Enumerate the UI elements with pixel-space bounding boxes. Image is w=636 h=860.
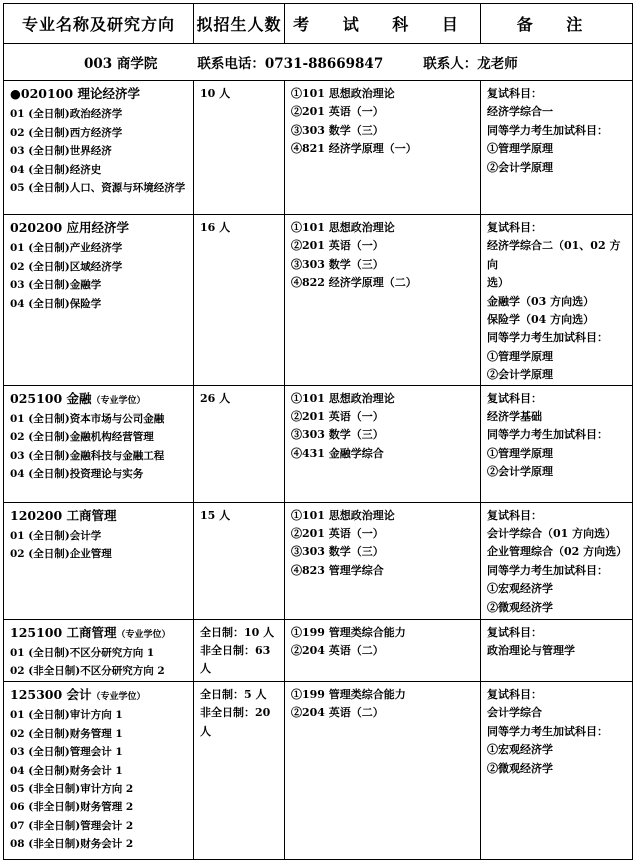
major-cell (4, 502, 194, 619)
exam-subject: ②204 英语（二） (291, 706, 384, 720)
exams-cell (285, 502, 481, 619)
notes-cell (481, 215, 633, 386)
direction-item: 08 (非全日制)财务会计 2 (10, 838, 134, 851)
direction-item: 04 (全日制)投资理论与实务 (10, 468, 144, 481)
college-info (4, 52, 632, 72)
note-line: 同等学力考生加试科目： (487, 331, 608, 345)
quota-value: 非全日制：20 人 (200, 706, 271, 738)
exam-subject: ①101 思想政治理论 (291, 87, 395, 100)
program-row (4, 619, 633, 681)
note-line: ①管理学原理 (487, 446, 553, 460)
major-heading (10, 390, 187, 410)
quota-cell (194, 681, 285, 859)
direction-item: 05 (全日制)人口、资源与环境经济学 (10, 182, 186, 195)
note-line: ①宏观经济学 (487, 743, 553, 757)
major-heading (10, 219, 187, 239)
program-row (4, 385, 633, 502)
exam-subject: ③303 数学（三） (291, 123, 384, 137)
note-line: ②微观经济学 (487, 600, 553, 614)
quota-cell (194, 619, 285, 681)
college-phone: 联系电话：0731-88669847 (197, 56, 384, 72)
quota-value: 26 人 (200, 391, 231, 405)
exam-subject: ②201 英语（一） (291, 410, 384, 424)
note-line: 企业管理综合（02 方向选） (487, 545, 628, 559)
note-line: 经济学综合二（01、02 方向 (487, 239, 621, 271)
direction-item: 02 (全日制)财务管理 1 (10, 727, 123, 740)
note-line: ②会计学原理 (487, 465, 553, 479)
direction-item: 03 (全日制)管理会计 1 (10, 746, 123, 759)
direction-item: 04 (全日制)财务会计 1 (10, 764, 123, 777)
exams-cell (285, 81, 481, 215)
direction-item: 01 (全日制)政治经济学 (10, 108, 123, 121)
note-line: 同等学力考生加试科目： (487, 563, 608, 577)
exam-subject: ②201 英语（一） (291, 105, 384, 119)
major-title: 125300 会计 (10, 686, 92, 702)
note-line: 复试科目： (487, 221, 542, 234)
note-line: 政治理论与管理学 (487, 644, 575, 658)
note-line: 会计学综合 (487, 706, 542, 720)
notes-cell (481, 81, 633, 215)
exam-subject: ④822 经济学原理（二） (291, 276, 417, 290)
major-title: 125100 工商管理 (10, 624, 117, 640)
quota-cell (194, 385, 285, 502)
admissions-table (3, 3, 633, 860)
exam-subject: ③303 数学（三） (291, 428, 384, 442)
direction-item: 04 (全日制)保险学 (10, 297, 102, 310)
note-line: 金融学（03 方向选） (487, 294, 595, 308)
exam-subject: ②204 英语（二） (291, 644, 384, 658)
exam-subject: ④821 经济学原理（一） (291, 142, 417, 156)
college-name: 003 商学院 (84, 56, 158, 72)
direction-item: 03 (全日制)金融学 (10, 279, 102, 292)
direction-item: 03 (全日制)金融科技与金融工程 (10, 449, 165, 462)
note-line: 复试科目： (487, 687, 542, 701)
quota-value: 非全日制：63 人 (200, 644, 271, 676)
exam-subject: ③303 数学（三） (291, 545, 384, 559)
direction-item: 01 (全日制)不区分研究方向 1 (10, 647, 155, 660)
note-line: 复试科目： (487, 391, 542, 405)
exams-cell (285, 619, 481, 681)
exam-subject: ①101 思想政治理论 (291, 508, 395, 522)
direction-item: 02 (非全日制)不区分研究方向 2 (10, 665, 165, 678)
major-cell (4, 81, 194, 215)
header-row (4, 4, 633, 44)
major-heading (10, 85, 187, 105)
major-title: 025100 金融 (10, 390, 92, 406)
direction-item: 01 (全日制)资本市场与公司金融 (10, 413, 165, 426)
header-notes: 备 注 (481, 4, 633, 44)
direction-item: 01 (全日制)产业经济学 (10, 242, 123, 255)
direction-item: 01 (全日制)审计方向 1 (10, 709, 123, 722)
note-line: 经济学综合一 (487, 105, 553, 119)
major-heading (10, 624, 187, 644)
note-line: 同等学力考生加试科目： (487, 724, 608, 738)
note-line: 复试科目： (487, 625, 542, 639)
program-row (4, 502, 633, 619)
direction-item: 03 (全日制)世界经济 (10, 145, 112, 158)
exam-subject: ①101 思想政治理论 (291, 391, 395, 405)
degree-tag: （专业学位） (91, 691, 146, 702)
note-line: 同等学力考生加试科目： (487, 123, 608, 137)
major-cell (4, 619, 194, 681)
exam-subject: ①199 管理类综合能力 (291, 687, 406, 701)
quota-cell (194, 81, 285, 215)
note-line: 同等学力考生加试科目： (487, 428, 608, 442)
direction-item: 04 (全日制)经济史 (10, 163, 102, 176)
notes-cell (481, 385, 633, 502)
note-line: 复试科目： (487, 508, 542, 522)
program-rows (4, 81, 633, 860)
degree-tag: （专业学位） (91, 395, 146, 406)
quota-value: 15 人 (200, 508, 231, 522)
direction-item: 02 (全日制)区域经济学 (10, 260, 123, 273)
exams-cell (285, 215, 481, 386)
major-title: 020200 应用经济学 (10, 220, 130, 235)
note-line: ①宏观经济学 (487, 582, 553, 596)
exam-subject: ①199 管理类综合能力 (291, 625, 406, 639)
exam-subject: ④823 管理学综合 (291, 563, 384, 577)
direction-item: 02 (全日制)西方经济学 (10, 126, 123, 139)
direction-item: 02 (全日制)企业管理 (10, 548, 112, 561)
note-line: ①管理学原理 (487, 142, 553, 156)
program-row (4, 81, 633, 215)
major-title: 120200 工商管理 (10, 507, 117, 523)
program-row (4, 681, 633, 859)
direction-item: 05 (非全日制)审计方向 2 (10, 782, 134, 795)
notes-cell (481, 681, 633, 859)
header-exams: 考 试 科 目 (285, 4, 481, 44)
degree-tag: （专业学位） (116, 629, 171, 640)
college-row (4, 44, 633, 81)
header-major: 专业名称及研究方向 (4, 4, 194, 44)
note-line: 选） (487, 276, 509, 290)
note-line: ②会计学原理 (487, 368, 553, 382)
note-line: 经济学基础 (487, 410, 542, 424)
direction-item: 06 (非全日制)财务管理 2 (10, 801, 134, 814)
notes-cell (481, 502, 633, 619)
exams-cell (285, 681, 481, 859)
college-contact: 联系人：龙老师 (423, 56, 518, 72)
note-line: 复试科目： (487, 87, 542, 100)
direction-item: 07 (非全日制)管理会计 2 (10, 819, 134, 832)
direction-item: 01 (全日制)会计学 (10, 530, 102, 543)
header-quota: 拟招生人数 (194, 4, 285, 44)
major-cell (4, 215, 194, 386)
major-heading (10, 686, 187, 706)
exam-subject: ②201 英语（一） (291, 527, 384, 541)
quota-cell (194, 215, 285, 386)
notes-cell (481, 619, 633, 681)
major-title: ●020100 理论经济学 (10, 86, 140, 101)
exams-cell (285, 385, 481, 502)
note-line: ②会计学原理 (487, 160, 553, 174)
major-cell (4, 681, 194, 859)
exam-subject: ③303 数学（三） (291, 257, 384, 271)
note-line: 保险学（04 方向选） (487, 313, 595, 327)
note-line: 会计学综合（01 方向选） (487, 527, 617, 541)
quota-value: 全日制：5 人 (200, 687, 267, 701)
note-line: ①管理学原理 (487, 349, 553, 363)
quota-value: 16 人 (200, 221, 231, 234)
note-line: ②微观经济学 (487, 761, 553, 775)
direction-item: 02 (全日制)金融机构经营管理 (10, 431, 154, 444)
exam-subject: ④431 金融学综合 (291, 446, 384, 460)
exam-subject: ①101 思想政治理论 (291, 221, 395, 234)
major-heading (10, 507, 187, 527)
quota-value: 10 人 (200, 87, 231, 100)
exam-subject: ②201 英语（一） (291, 239, 384, 253)
quota-value: 全日制：10 人 (200, 625, 275, 639)
program-row (4, 215, 633, 386)
major-cell (4, 385, 194, 502)
quota-cell (194, 502, 285, 619)
